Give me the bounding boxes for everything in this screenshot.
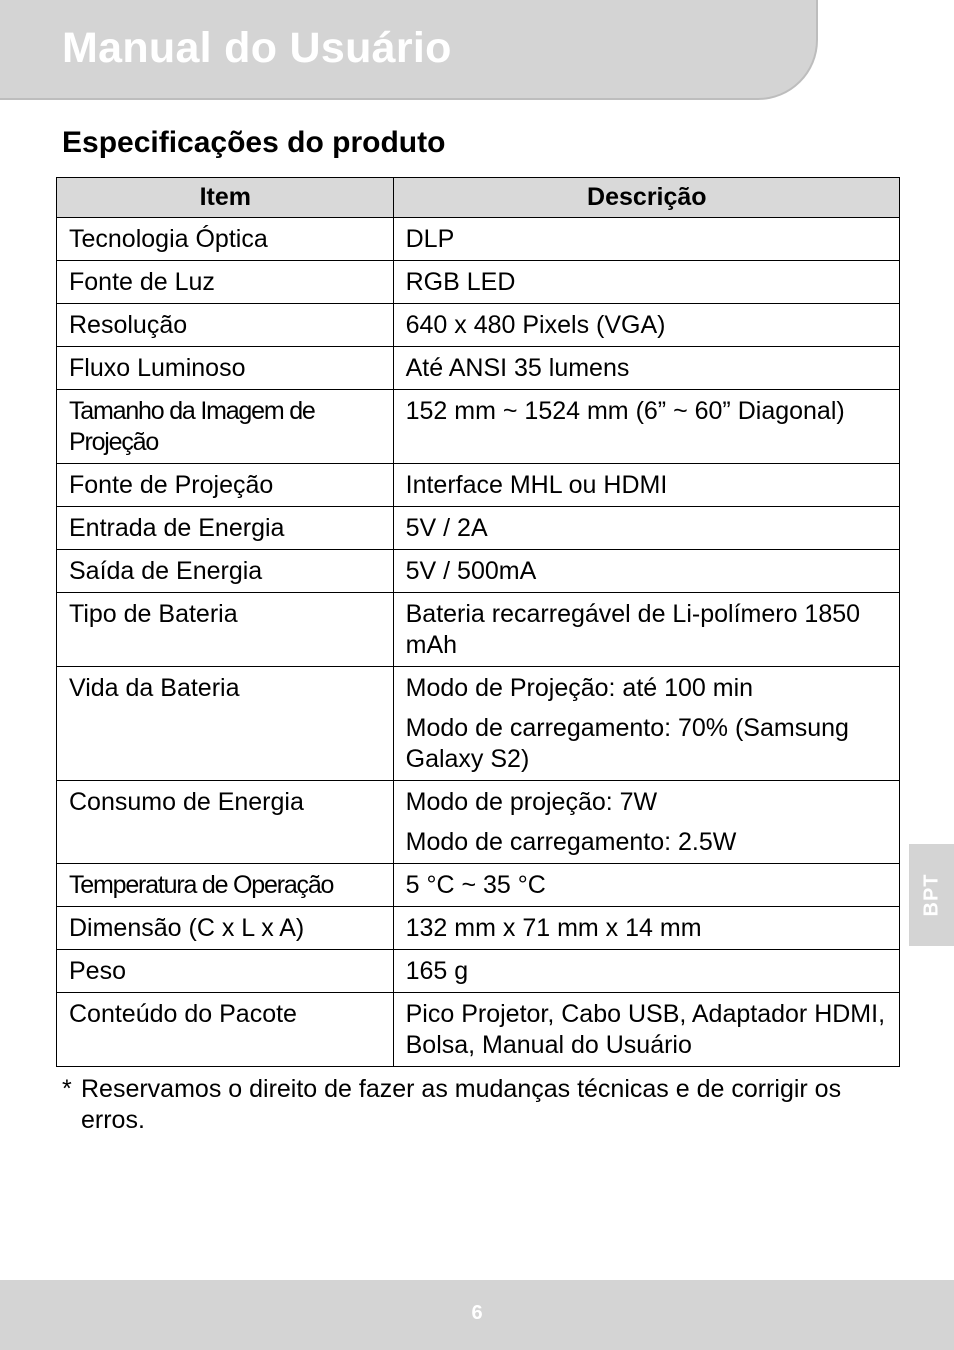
spec-table-body [57,218,900,1067]
manual-title: Manual do Usuário [62,24,452,72]
spec-description-line: RGB LED [405,268,516,296]
footnote [62,1074,892,1136]
spec-item-cell: Fluxo Luminoso [57,347,394,390]
spec-description-line: Interface MHL ou HDMI [405,471,668,499]
spec-item-cell: Tipo de Bateria [57,593,394,667]
spec-description-cell [393,593,899,667]
table-row [57,864,900,907]
spec-item-cell: Resolução [57,304,394,347]
spec-description-cell [393,950,899,993]
spec-item-cell: Vida da Bateria [57,667,394,781]
spec-item-cell: Consumo de Energia [57,781,394,864]
table-row [57,993,900,1067]
spec-description-line: 5V / 2A [405,514,488,542]
spec-description-line: Modo de projeção: 7W [405,788,658,816]
spec-description-line: 152 mm ~ 1524 mm (6” ~ 60” Diagonal) [405,397,845,425]
spec-item-cell: Peso [57,950,394,993]
table-row [57,950,900,993]
spec-item-cell: Fonte de Luz [57,261,394,304]
spec-item-cell: Fonte de Projeção [57,464,394,507]
header-band [0,0,818,100]
table-row [57,347,900,390]
column-header-item: Item [57,178,394,218]
table-row [57,907,900,950]
table-row [57,593,900,667]
spec-description-line: 5 °C ~ 35 °C [405,871,546,899]
spec-description-cell [393,667,899,781]
spec-description-cell [393,507,899,550]
spec-description-line: Modo de carregamento: 70% (Samsung Galaxy S2) [405,714,849,773]
spec-description-cell [393,907,899,950]
table-row [57,550,900,593]
spec-description-cell [393,550,899,593]
spec-item-cell: Dimensão (C x L x A) [57,907,394,950]
spec-description-line: Modo de carregamento: 2.5W [405,828,737,856]
spec-description-line: 165 g [405,957,469,985]
spec-description-cell [393,347,899,390]
footnote-marker: * [62,1075,72,1103]
spec-description-line: DLP [405,225,455,253]
table-row [57,261,900,304]
spec-description-line: Modo de Projeção: até 100 min [405,674,754,702]
spec-description-line: Pico Projetor, Cabo USB, Adaptador HDMI, Bolsa, Manual do Usuário [405,1000,886,1059]
footnote-text: Reservamos o direito de fazer as mudanças técnicas e de corrigir os erros. [81,1075,842,1134]
spec-description-cell [393,261,899,304]
spec-description-line: 132 mm x 71 mm x 14 mm [405,914,702,942]
spec-item-cell: Temperatura de Operação [57,864,394,907]
spec-description-line: Bateria recarregável de Li-polímero 1850 mAh [405,600,861,659]
spec-description-cell [393,781,899,864]
language-tab-label: BPT [920,873,942,917]
footer-band [0,1280,954,1350]
section-title: Especificações do produto [62,126,446,159]
table-header-row [57,178,900,218]
spec-item-cell: Conteúdo do Pacote [57,993,394,1067]
table-row [57,464,900,507]
table-row [57,667,900,781]
table-row [57,304,900,347]
spec-item-cell: Saída de Energia [57,550,394,593]
table-row [57,218,900,261]
spec-item-cell: Entrada de Energia [57,507,394,550]
spec-description-cell [393,864,899,907]
table-row [57,781,900,864]
spec-description-cell [393,218,899,261]
spec-description-line: 5V / 500mA [405,557,537,585]
spec-description-cell [393,464,899,507]
table-row [57,507,900,550]
spec-item-cell: Tamanho da Imagem de Projeção [57,390,394,464]
spec-description-cell [393,993,899,1067]
language-side-tab [909,844,954,946]
spec-description-cell [393,390,899,464]
page-number: 6 [471,1302,483,1324]
spec-description-cell [393,304,899,347]
spec-item-cell: Tecnologia Óptica [57,218,394,261]
spec-description-line: 640 x 480 Pixels (VGA) [405,311,666,339]
column-header-description: Descrição [393,178,899,218]
spec-table [56,177,900,1067]
table-row [57,390,900,464]
spec-description-line: Até ANSI 35 lumens [405,354,630,382]
